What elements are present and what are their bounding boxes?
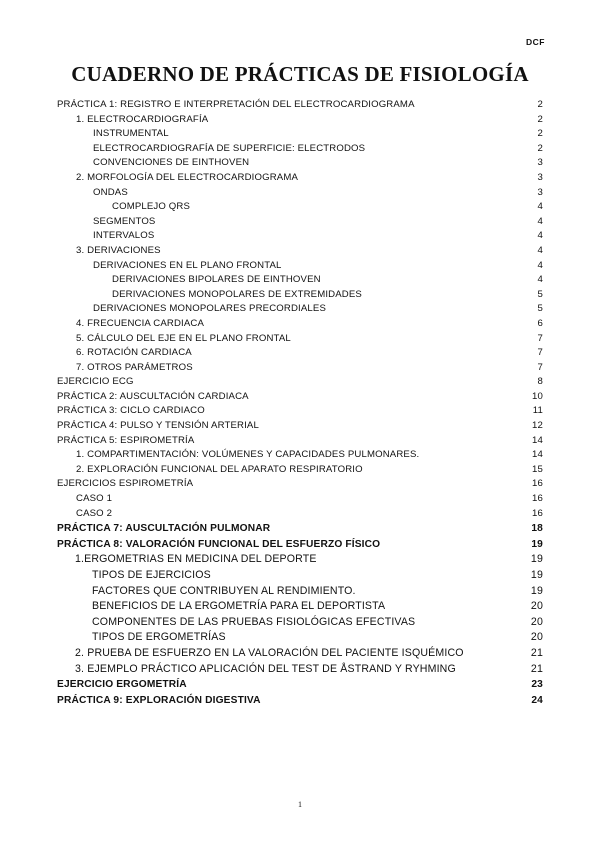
toc-entry[interactable] — [57, 477, 543, 492]
toc-entry[interactable] — [57, 419, 543, 434]
toc-entry-page: 5 — [537, 288, 543, 300]
toc-entry-page: 12 — [532, 420, 543, 432]
toc-entry-page: 14 — [532, 449, 543, 461]
toc-entry[interactable] — [57, 507, 543, 522]
toc-entry-page: 2 — [537, 113, 543, 125]
toc-entry-page: 5 — [537, 303, 543, 315]
toc-entry[interactable] — [57, 463, 543, 478]
toc-entry-label: PRÁCTICA 5: ESPIROMETRÍA — [57, 434, 195, 446]
toc-entry-label: 1. ELECTROCARDIOGRAFÍA — [76, 113, 209, 125]
toc-entry[interactable] — [57, 537, 543, 553]
toc-entry-label: 2. EXPLORACIÓN FUNCIONAL DEL APARATO RESPIRATORIO — [76, 463, 363, 475]
toc-entry[interactable] — [57, 434, 543, 449]
toc-entry-label: TIPOS DE EJERCICIOS — [92, 569, 211, 581]
toc-entry-label: TIPOS DE ERGOMETRÍAS — [92, 631, 226, 644]
toc-entry-label: 1. COMPARTIMENTACIÓN: VOLÚMENES Y CAPACIDADES PULMONARES. — [76, 449, 420, 461]
toc-entry[interactable] — [57, 361, 543, 376]
toc-entry-page: 4 — [537, 201, 543, 213]
toc-entry-label: PRÁCTICA 2: AUSCULTACIÓN CARDIACA — [57, 390, 249, 402]
toc-entry-label: 7. OTROS PARÁMETROS — [76, 361, 193, 373]
toc-entry[interactable] — [57, 677, 543, 693]
toc-entry-label: 2. MORFOLOGÍA DEL ELECTROCARDIOGRAMA — [76, 171, 299, 183]
toc-entry-label: PRÁCTICA 8: VALORACIÓN FUNCIONAL DEL ESFUERZO FÍSICO — [57, 538, 381, 550]
toc-entry[interactable] — [57, 98, 543, 113]
toc-entry-label: COMPONENTES DE LAS PRUEBAS FISIOLÓGICAS EFECTIVAS — [92, 615, 416, 628]
toc-entry-label: EJERCICIO ERGOMETRÍA — [57, 679, 187, 691]
toc-entry-page: 8 — [537, 376, 543, 388]
toc-entry-label: EJERCICIO ECG — [57, 376, 134, 388]
toc-entry[interactable] — [57, 599, 543, 615]
document-title: CUADERNO DE PRÁCTICAS DE FISIOLOGÍA — [71, 62, 529, 86]
toc-entry[interactable] — [57, 332, 543, 347]
toc-entry[interactable] — [57, 568, 543, 584]
toc-entry-label: CASO 1 — [76, 493, 113, 505]
toc-entry[interactable] — [57, 615, 543, 631]
toc-entry-page: 6 — [537, 317, 543, 329]
toc-entry-page: 21 — [530, 662, 543, 675]
toc-entry-page: 4 — [537, 259, 543, 271]
toc-entry-label: EJERCICIOS ESPIROMETRÍA — [57, 478, 194, 490]
toc-entry-label: PRÁCTICA 9: EXPLORACIÓN DIGESTIVA — [57, 694, 261, 706]
toc-entry-label: DERIVACIONES MONOPOLARES PRECORDIALES — [93, 303, 327, 315]
toc-entry-page: 2 — [537, 142, 543, 154]
toc-entry-page: 7 — [537, 347, 543, 359]
toc-entry-page: 19 — [530, 569, 543, 581]
toc-entry-label: PRÁCTICA 4: PULSO Y TENSIÓN ARTERIAL — [57, 420, 259, 432]
toc-entry-page: 20 — [530, 615, 543, 628]
toc-entry-label: 5. CÁLCULO DEL EJE EN EL PLANO FRONTAL — [76, 332, 291, 344]
toc-entry-page: 7 — [537, 332, 543, 344]
toc-entry-page: 11 — [532, 405, 543, 417]
toc-entry-page: 3 — [537, 157, 543, 169]
toc-entry-page: 4 — [537, 274, 543, 286]
toc-entry-page: 10 — [532, 390, 543, 402]
toc-entry[interactable] — [57, 346, 543, 361]
toc-entry[interactable] — [57, 215, 543, 230]
toc-entry-page: 4 — [537, 230, 543, 242]
toc-entry[interactable] — [57, 288, 543, 303]
toc-entry-label: CONVENCIONES DE EINTHOVEN — [93, 157, 250, 169]
toc-entry-page: 20 — [530, 631, 543, 644]
toc-entry-label: 1.ERGOMETRIAS EN MEDICINA DEL DEPORTE — [75, 553, 317, 566]
toc-entry[interactable] — [57, 273, 543, 288]
toc-entry-label: ELECTROCARDIOGRAFÍA DE SUPERFICIE: ELECTRODOS — [93, 142, 366, 154]
toc-entry[interactable] — [57, 662, 543, 678]
toc-entry[interactable] — [57, 171, 543, 186]
toc-entry-page: 23 — [531, 679, 543, 691]
toc-entry[interactable] — [57, 244, 543, 259]
toc-entry-label: 4. FRECUENCIA CARDIACA — [76, 317, 205, 329]
toc-entry-label: 6. ROTACIÓN CARDIACA — [76, 347, 192, 359]
toc-entry[interactable] — [57, 127, 543, 142]
toc-entry[interactable] — [57, 142, 543, 157]
page-number: 1 — [298, 800, 302, 809]
toc-entry-page: 7 — [537, 361, 543, 373]
toc-entry[interactable] — [57, 646, 543, 662]
toc-entry-label: INTERVALOS — [93, 230, 155, 242]
toc-entry-page: 16 — [532, 478, 543, 490]
toc-entry-label: PRÁCTICA 3: CICLO CARDIACO — [57, 405, 205, 417]
toc-entry-page: 3 — [537, 186, 543, 198]
toc-entry-label: DERIVACIONES BIPOLARES DE EINTHOVEN — [112, 274, 321, 286]
toc-entry-label: SEGMENTOS — [93, 215, 156, 227]
toc-entry[interactable] — [57, 375, 543, 390]
toc-entry[interactable] — [57, 552, 543, 568]
toc-entry-label: DERIVACIONES MONOPOLARES DE EXTREMIDADES — [112, 288, 362, 300]
toc-entry-label: BENEFICIOS DE LA ERGOMETRÍA PARA EL DEPORTISTA — [92, 600, 386, 613]
toc-entry-page: 2 — [537, 99, 543, 110]
toc-entry-label: CASO 2 — [76, 507, 113, 519]
toc-entry-page: 4 — [537, 215, 543, 227]
toc-entry-page: 21 — [530, 646, 543, 659]
toc-entry-page: 4 — [537, 244, 543, 256]
toc-entry[interactable] — [57, 200, 543, 215]
toc-entry-label: FACTORES QUE CONTRIBUYEN AL RENDIMIENTO. — [92, 584, 356, 597]
toc-entry-page: 15 — [532, 463, 543, 475]
toc-entry-page: 19 — [530, 584, 543, 597]
toc-entry-page: 19 — [530, 553, 543, 566]
toc-entry[interactable] — [57, 229, 543, 244]
toc-entry[interactable] — [57, 302, 543, 317]
toc-entry-page: 18 — [531, 523, 543, 535]
toc-entry[interactable] — [57, 584, 543, 600]
toc-entry[interactable] — [57, 448, 543, 463]
toc-entry[interactable] — [57, 156, 543, 171]
toc-entry-label: ONDAS — [93, 186, 128, 198]
toc-entry[interactable] — [57, 630, 543, 646]
toc-entry-page: 16 — [532, 493, 543, 505]
toc-entry[interactable] — [57, 317, 543, 332]
toc-entry[interactable] — [57, 693, 543, 709]
toc-entry-label: INSTRUMENTAL — [93, 128, 169, 140]
toc-entry-page: 14 — [532, 434, 543, 446]
toc-entry-label: 2. PRUEBA DE ESFUERZO EN LA VALORACIÓN DEL PACIENTE ISQUÉMICO — [75, 646, 464, 659]
toc-entry[interactable] — [57, 113, 543, 128]
toc-entry-page: 3 — [537, 171, 543, 183]
toc-entry-label: DERIVACIONES EN EL PLANO FRONTAL — [93, 259, 282, 271]
toc-entry-page: 16 — [532, 507, 543, 519]
header-tag: DCF — [526, 37, 545, 47]
toc-entry-label: COMPLEJO QRS — [112, 201, 191, 213]
toc-entry-label: PRÁCTICA 1: REGISTRO E INTERPRETACIÓN DEL ELECTROCARDIOGRAMA — [57, 99, 415, 110]
toc-entry[interactable] — [57, 521, 543, 537]
toc-entry-label: 3. DERIVACIONES — [76, 244, 161, 256]
toc-entry[interactable] — [57, 492, 543, 507]
toc-entry-page: 2 — [537, 128, 543, 140]
toc-entry-label: PRÁCTICA 7: AUSCULTACIÓN PULMONAR — [57, 523, 271, 535]
toc-entry[interactable] — [57, 404, 543, 419]
toc-entry[interactable] — [57, 259, 543, 274]
toc-entry-page: 24 — [531, 694, 543, 706]
toc-entry-label: 3. EJEMPLO PRÁCTICO APLICACIÓN DEL TEST DE ÅSTRAND Y RYHMING — [75, 662, 456, 675]
toc-entry-page: 20 — [530, 600, 543, 613]
toc-entry[interactable] — [57, 390, 543, 405]
toc-entry[interactable] — [57, 186, 543, 201]
table-of-contents — [57, 98, 543, 708]
toc-entry-page: 19 — [531, 538, 543, 550]
